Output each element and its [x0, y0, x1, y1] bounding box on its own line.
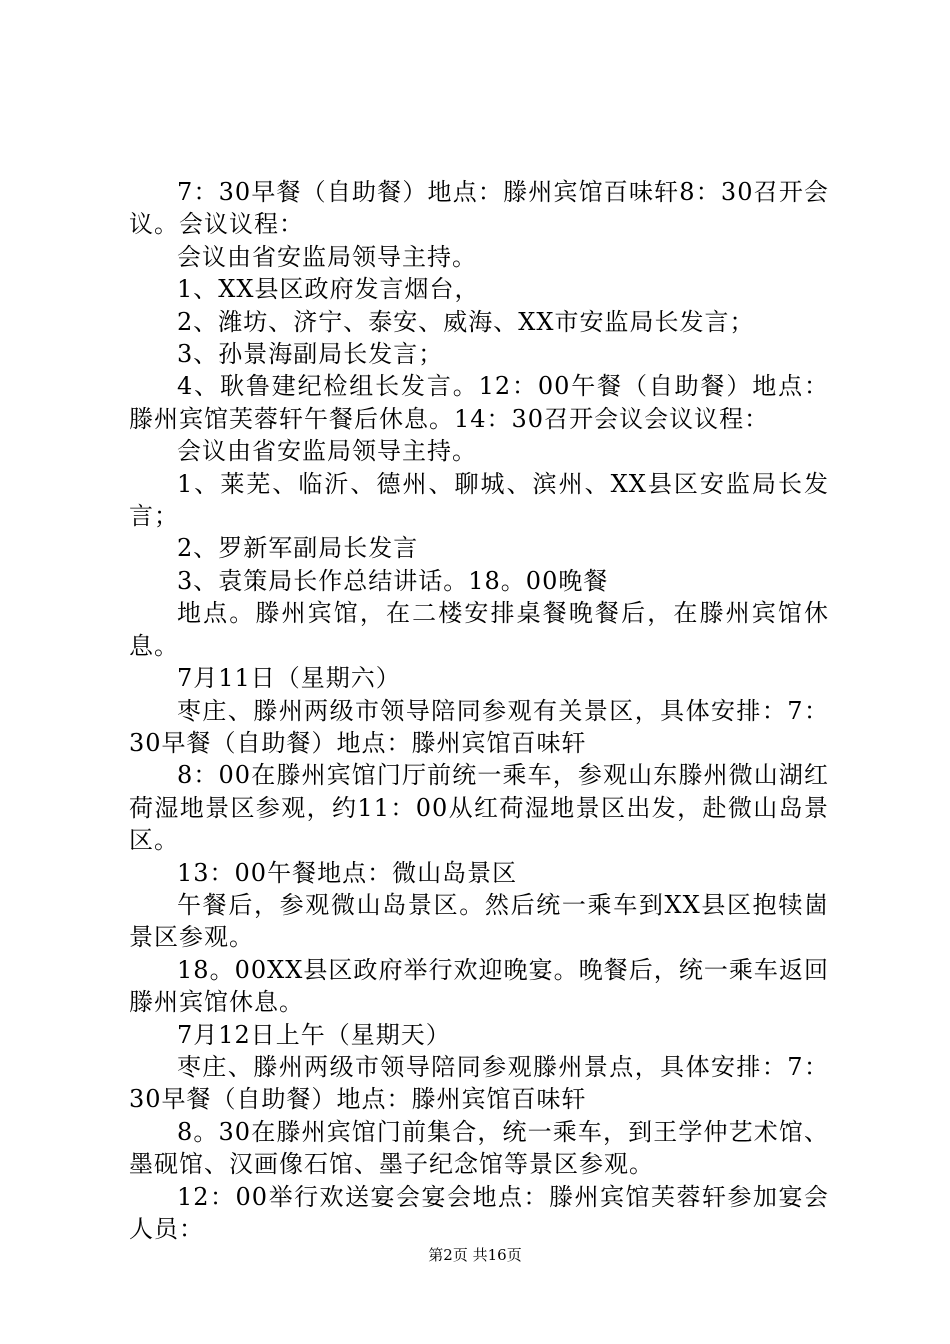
paragraph-20: 8。30在滕州宾馆门前集合，统一乘车，到王学仲艺术馆、墨砚馆、汉画像石馆、墨子纪念馆等景区参观。 — [129, 1117, 829, 1179]
paragraph-12: 7月11日（星期六） — [177, 664, 401, 693]
document-body — [129, 176, 829, 1245]
paragraph-21: 12：00举行欢送宴会宴会地点：滕州宾馆芙蓉轩参加宴会人员： — [129, 1182, 829, 1243]
paragraph-10: 3、袁策局长作总结讲话。18。00晚餐 — [177, 566, 609, 595]
paragraph-18: 7月12日上午（星期天） — [177, 1020, 451, 1049]
paragraph-5: 3、孙景海副局长发言； — [177, 340, 444, 369]
page-number-footer: 第2页 共16页 — [428, 1246, 522, 1264]
paragraph-2: 会议由省安监局领导主持。 — [177, 242, 477, 271]
paragraph-6: 4、耿鲁建纪检组长发言。12：00午餐（自助餐）地点：滕州宾馆芙蓉轩午餐后休息。14：30召开会议会议议程： — [129, 372, 829, 433]
paragraph-9: 2、罗新军副局长发言 — [177, 534, 419, 563]
paragraph-19: 枣庄、滕州两级市领导陪同参观滕州景点，具体安排：7：30早餐（自助餐）地点：滕州宾馆百味轩 — [129, 1052, 829, 1114]
paragraph-11: 地点。滕州宾馆，在二楼安排桌餐晚餐后，在滕州宾馆休息。 — [129, 599, 829, 660]
paragraph-7: 会议由省安监局领导主持。 — [177, 437, 477, 466]
paragraph-16: 午餐后，参观微山岛景区。然后统一乘车到XX县区抱犊崮景区参观。 — [129, 890, 829, 952]
paragraph-17: 18。00XX县区政府举行欢迎晚宴。晚餐后，统一乘车返回滕州宾馆休息。 — [129, 955, 829, 1017]
paragraph-1: 7：30早餐（自助餐）地点：滕州宾馆百味轩8：30召开会议。会议议程： — [129, 178, 829, 239]
paragraph-3: 1、XX县区政府发言烟台， — [177, 275, 480, 304]
paragraph-14: 8：00在滕州宾馆门厅前统一乘车，参观山东滕州微山湖红荷湿地景区参观，约11：00从红荷湿地景区出发，赴微山岛景区。 — [129, 761, 829, 855]
paragraph-4: 2、潍坊、济宁、泰安、威海、XX市安监局长发言； — [177, 307, 755, 336]
paragraph-13: 枣庄、滕州两级市领导陪同参观有关景区，具体安排：7：30早餐（自助餐）地点：滕州宾馆百味轩 — [129, 696, 829, 757]
paragraph-8: 1、莱芜、临沂、德州、聊城、滨州、XX县区安监局长发言； — [129, 469, 829, 531]
paragraph-15: 13：00午餐地点：微山岛景区 — [177, 858, 518, 887]
